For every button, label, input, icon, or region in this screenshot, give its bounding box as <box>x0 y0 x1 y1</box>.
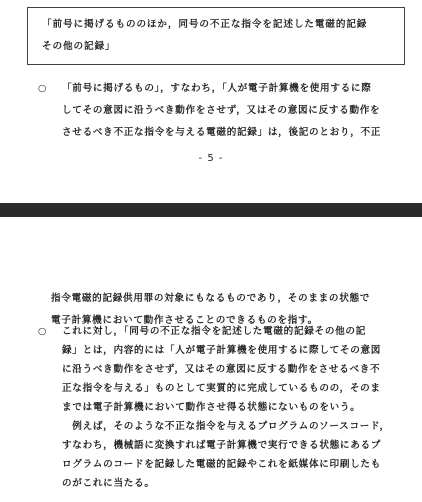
paragraph-line-text: これに対し，「同号の不正な指令を記述した電磁的記録その他の記 <box>62 326 367 337</box>
circle-bullet-icon: ○ <box>38 83 48 94</box>
paragraph-line: ログラムのコードを記録した電磁的記録やこれを紙媒体に印刷したも <box>62 459 382 470</box>
page-number: - 5 - <box>198 153 224 164</box>
paragraph-line: 指令電磁的記録供用罪の対象にもなるものであり，そのままの状態で <box>51 293 371 304</box>
circle-bullet-icon: ○ <box>38 326 48 337</box>
paragraph-line-text: 「前号に掲げるもの」，すなわち，「人が電子計算機を使用するに際 <box>62 83 372 94</box>
paragraph-line: してその意図に沿うべき動作をさせず，又はその意図に反する動作を <box>62 105 381 116</box>
paragraph-line: に沿うべき動作をさせず，又はその意図に反する動作をさせるべき不 <box>62 364 381 375</box>
quote-line: 「前号に掲げるもののほか，同号の不正な指令を記述した電磁的記録 <box>42 19 368 30</box>
page-break-divider <box>0 203 422 217</box>
paragraph-line: のがこれに当たる。 <box>62 478 155 489</box>
paragraph-line <box>38 322 390 341</box>
paragraph-explanation-2 <box>38 322 390 493</box>
paragraph-line: 正な指令を与える」ものとして実質的に完成しているものの，そのま <box>62 383 381 394</box>
paragraph-explanation-1 <box>38 78 381 144</box>
paragraph-line: すなわち，機械語に変換すれば電子計算機で実行できる状態にあるプ <box>62 440 382 451</box>
quoted-statute-box <box>27 7 405 65</box>
paragraph-line: させるべき不正な指令を与える電磁的記録」は，後記のとおり，不正 <box>62 127 382 138</box>
page-upper-section <box>0 0 422 203</box>
paragraph-line: 電子計算機において動作させることのできるものを指す。 <box>51 315 318 326</box>
paragraph-line: までは電子計算機において動作させ得る状態にないものをいう。 <box>62 402 361 413</box>
paragraph-line: 録」とは，内容的には「人が電子計算機を使用するに際してその意図 <box>62 345 382 356</box>
paragraph-line: 例えば，そのような不正な指令を与えるプログラムのソースコード， <box>62 421 390 432</box>
paragraph-line <box>38 78 381 100</box>
quote-line: その他の記録」 <box>42 41 116 52</box>
